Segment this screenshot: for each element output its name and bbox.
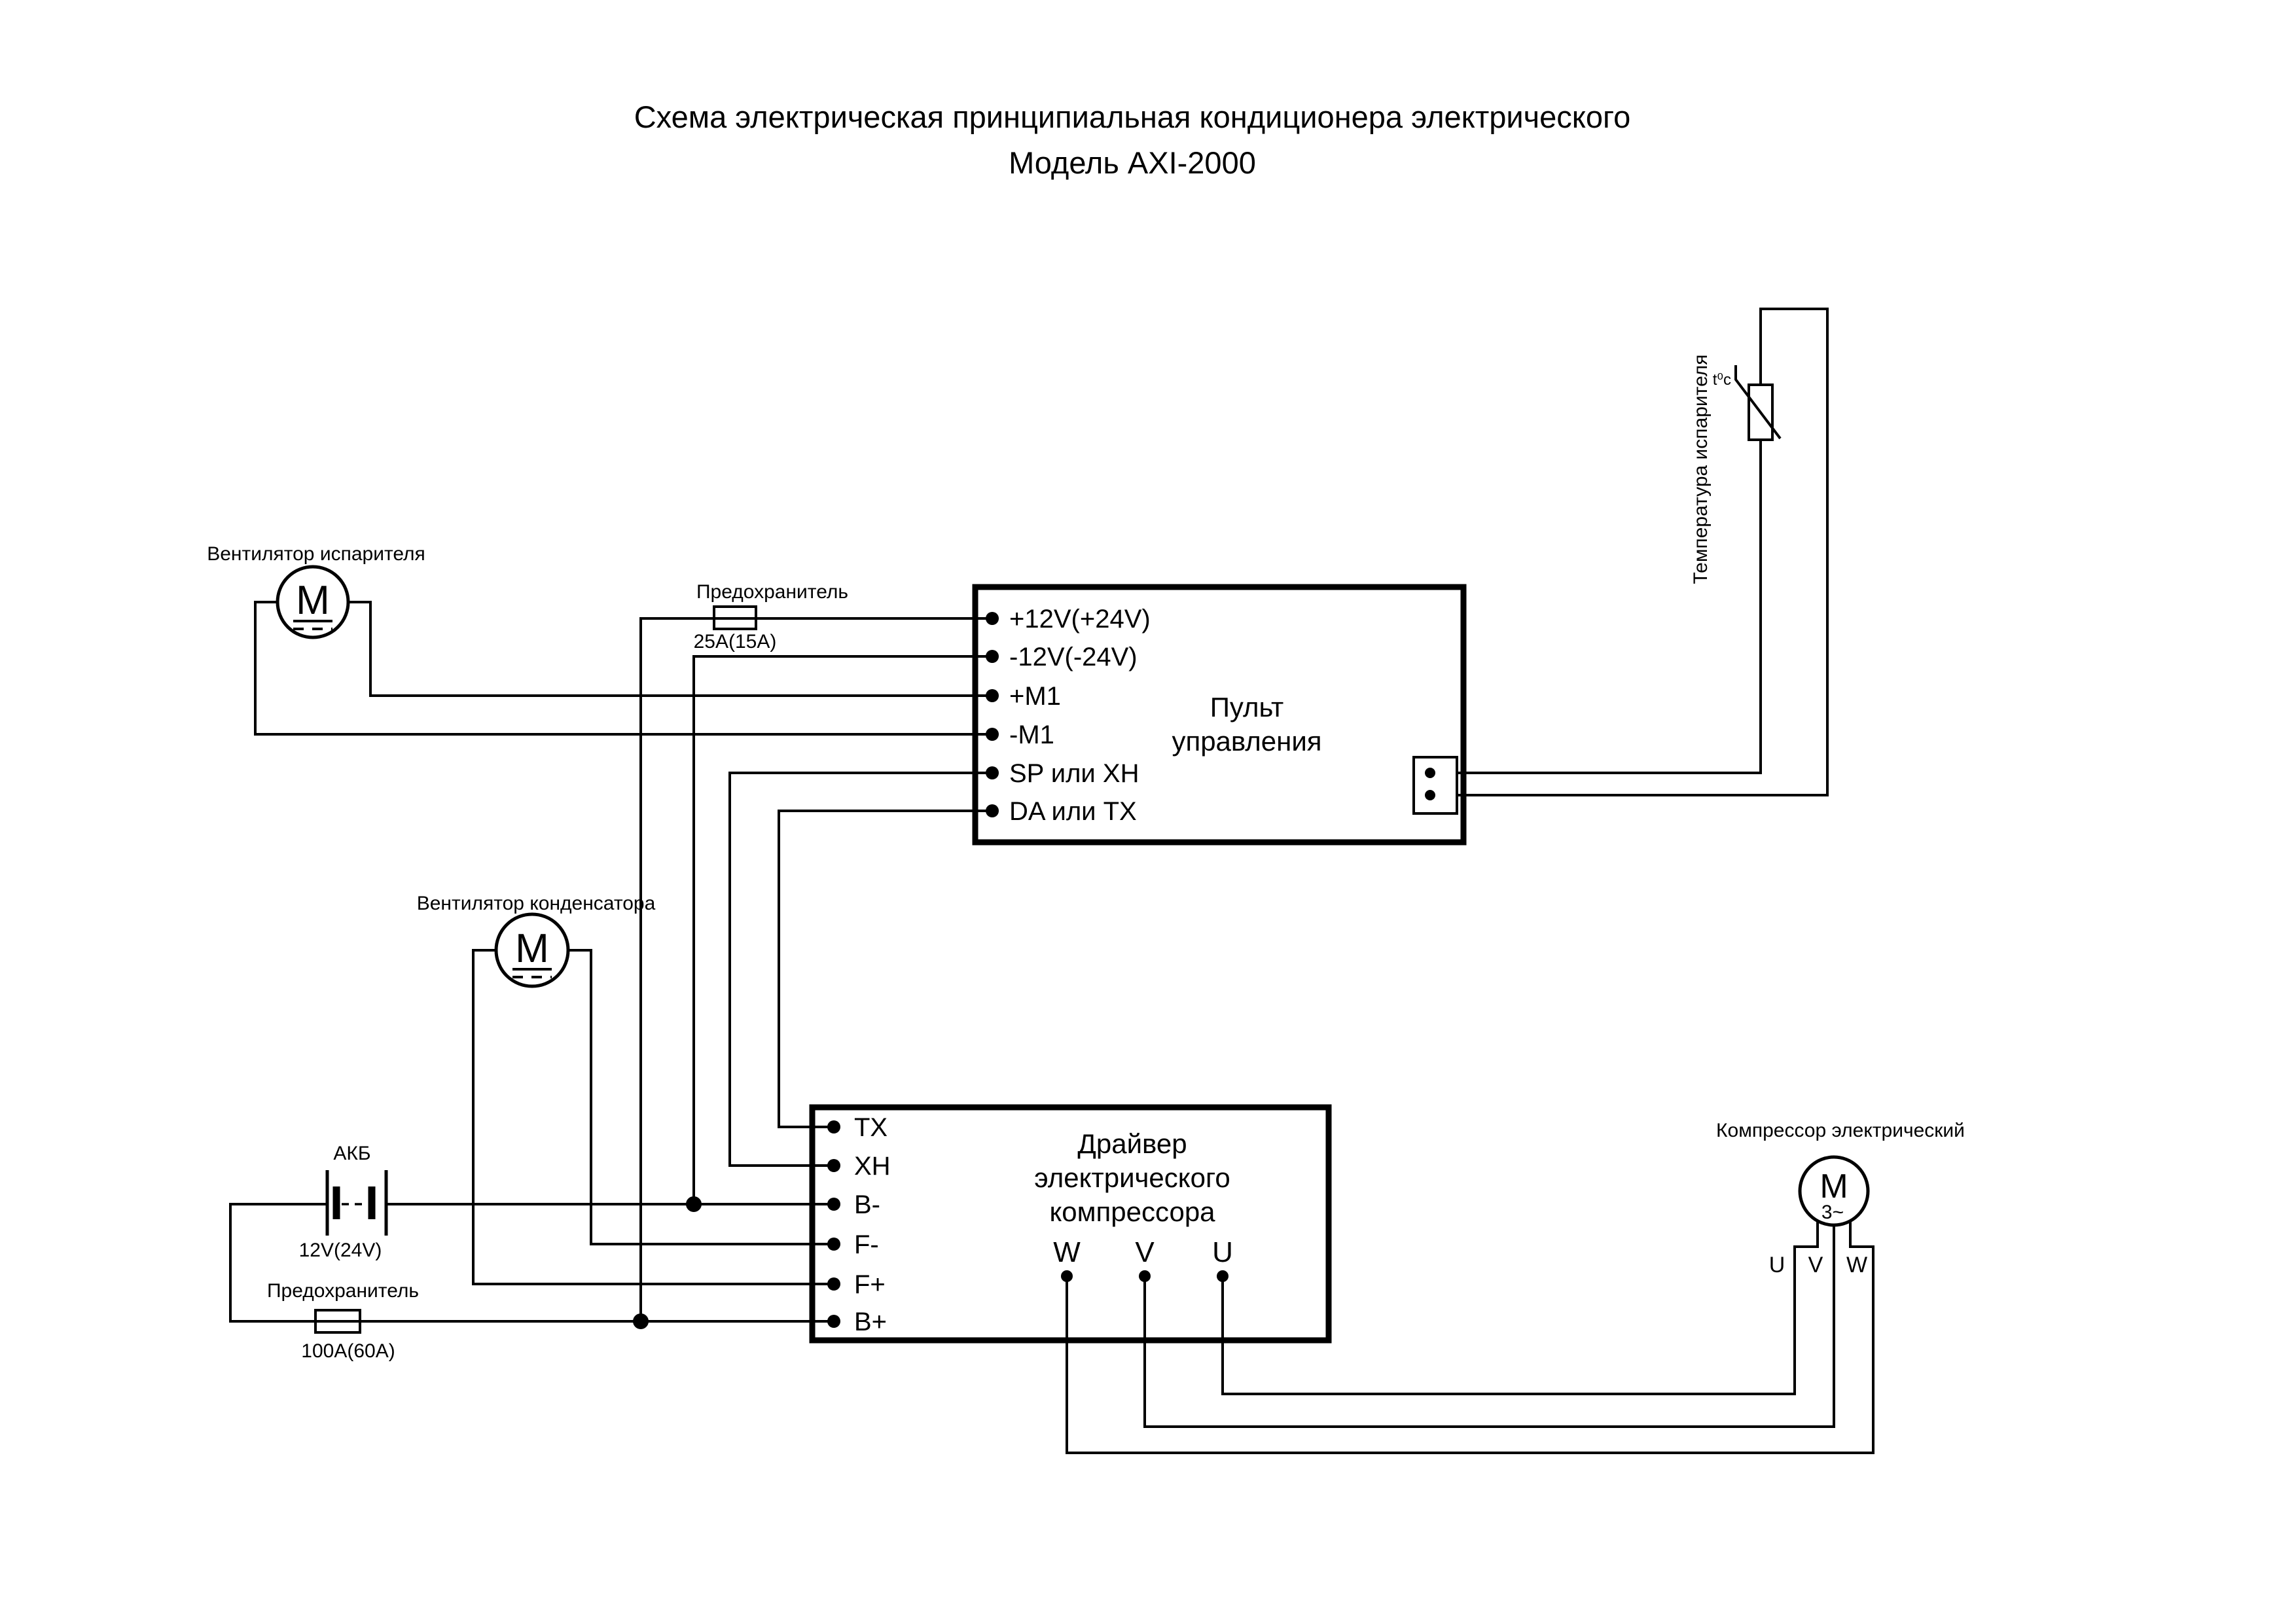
condenser-fan-motor-letter: M (515, 926, 549, 971)
condenser-fan (417, 893, 656, 986)
battery-voltage: 12V(24V) (298, 1240, 382, 1261)
phase-dot (1061, 1270, 1073, 1282)
compressor-wire-label: W (1846, 1253, 1868, 1277)
driver-terminal-label: F+ (854, 1270, 886, 1299)
terminal-dot (986, 650, 999, 663)
compressor-wire-label: V (1808, 1253, 1823, 1277)
fuse-25a-rating: 25А(15А) (693, 631, 777, 652)
terminal-dot (827, 1238, 840, 1251)
fuse-100a-label: Предохранитель (266, 1280, 420, 1302)
driver-title: компрессора (1049, 1196, 1215, 1227)
terminal-dot (827, 1277, 840, 1291)
terminal-dot (827, 1159, 840, 1172)
wire-phase-v (1145, 1225, 1834, 1427)
title-line2: Модель AXI-2000 (1009, 145, 1256, 180)
junction-dot (686, 1196, 702, 1212)
wire-evap-fan-plus-m1 (348, 602, 992, 696)
compressor-label: Компрессор электрический (1716, 1120, 1965, 1141)
phase-dot (1217, 1270, 1229, 1282)
driver-terminal-label: F- (854, 1230, 879, 1259)
terminal-dot (986, 728, 999, 741)
driver-phase-label: U (1212, 1236, 1233, 1268)
compressor-motor-letter: M (1820, 1168, 1848, 1205)
cp-terminal-label: +M1 (1009, 682, 1061, 711)
wire-evap-fan-minus-m1 (255, 602, 992, 734)
terminal-dot (986, 804, 999, 817)
wire-cond-fan-fminus (568, 950, 834, 1244)
fuse-25a-label: Предохранитель (696, 581, 849, 603)
wire-phase-w (1067, 1221, 1873, 1453)
battery-label: АКБ (333, 1143, 371, 1164)
cp-terminal-label: DA или TX (1009, 797, 1137, 826)
terminal-dot (827, 1120, 840, 1133)
title-line1: Схема электрическая принципиальная кондиционера электрического (634, 99, 1631, 134)
driver-terminal-label: B- (854, 1190, 880, 1219)
phase-dot (1139, 1270, 1151, 1282)
thermistor-t-label: t⁰c (1712, 371, 1731, 389)
wire-phase-u (1223, 1221, 1818, 1394)
control-panel-title: Пульт (1210, 692, 1284, 722)
driver-phase-label: W (1053, 1236, 1081, 1268)
terminal-dot (827, 1198, 840, 1211)
cp-terminal-label: -M1 (1009, 721, 1054, 749)
junction-dot (633, 1313, 649, 1329)
compressor-driver (812, 1107, 1329, 1340)
control-panel-title: управления (1172, 726, 1322, 757)
fuse-25a (694, 581, 848, 652)
control-panel (975, 587, 1463, 842)
diagram-title (634, 99, 1631, 180)
driver-terminal-label: XH (854, 1152, 891, 1181)
driver-terminal-label: B+ (854, 1308, 888, 1336)
compressor (1716, 1120, 1965, 1277)
wire-battery-fuse-bplus (230, 1204, 834, 1321)
connector-pin-dot (1425, 790, 1435, 800)
wire-da-tx (779, 811, 992, 1127)
wire-minus12v (694, 656, 992, 1204)
cp-terminal-label: -12V(-24V) (1009, 643, 1138, 671)
driver-terminal-label: TX (854, 1113, 888, 1142)
cp-terminal-label: +12V(+24V) (1009, 605, 1151, 633)
compressor-phase: 3~ (1821, 1202, 1844, 1223)
battery (299, 1143, 386, 1261)
terminal-dot (986, 689, 999, 702)
driver-title: электрического (1034, 1162, 1230, 1193)
evaporator-fan (207, 543, 425, 637)
connector-pin-dot (1425, 768, 1435, 778)
wire-sensor-loop-b (1430, 309, 1827, 795)
evaporator-fan-label: Вентилятор испарителя (207, 543, 425, 565)
evaporator-fan-motor-letter: M (296, 578, 330, 623)
condenser-fan-label: Вентилятор конденсатора (416, 893, 656, 914)
driver-title: Драйвер (1077, 1128, 1187, 1159)
cp-terminal-label: SP или XH (1009, 759, 1139, 788)
wiring (230, 309, 1873, 1453)
temperature-sensor (1690, 354, 1780, 584)
terminal-dot (986, 612, 999, 625)
temperature-sensor-label: Температура испарителя (1690, 354, 1712, 584)
terminal-dot (986, 766, 999, 779)
compressor-wire-label: U (1768, 1253, 1785, 1277)
driver-phase-label: V (1135, 1236, 1155, 1268)
junctions (633, 1196, 702, 1329)
fuse-100a-rating: 100А(60А) (301, 1340, 395, 1362)
sensor-connector-icon (1414, 757, 1457, 813)
terminal-dot (827, 1315, 840, 1328)
